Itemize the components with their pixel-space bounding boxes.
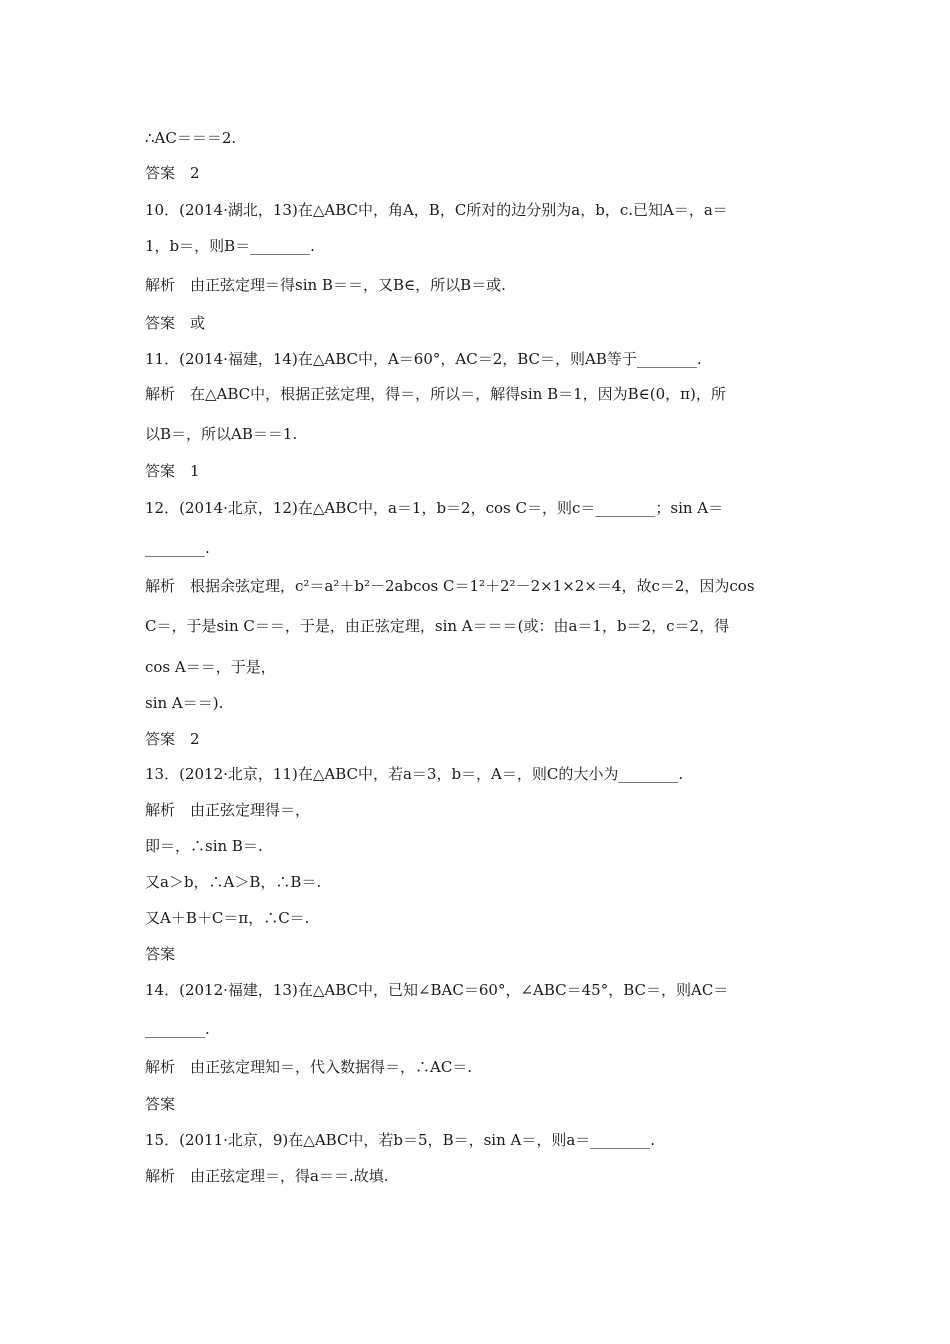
analysis-line: C＝，于是sin C＝＝，于是，由正弦定理，sin A＝＝＝(或：由a＝1，b＝2，c＝2，得: [145, 617, 730, 635]
analysis-line: 解析 由正弦定理＝，得a＝＝.故填.: [145, 1167, 389, 1185]
analysis-line: cos A＝＝，于是，: [145, 658, 276, 676]
analysis-line: 解析 根据余弦定理，c²＝a²＋b²－2abcos C＝1²＋2²－2×1×2×＝4，故c＝2，因为cos: [145, 577, 755, 595]
analysis-line: 又a＞b，∴A＞B，∴B＝.: [145, 873, 322, 891]
answer-line: 答案 或: [145, 314, 206, 332]
analysis-line: 又A＋B＋C＝π，∴C＝.: [145, 909, 310, 927]
analysis-line: 解析 由正弦定理＝得sin B＝＝，又B∈，所以B＝或.: [145, 276, 506, 294]
question-line: 12．(2014·北京，12)在△ABC中，a＝1，b＝2，cos C＝，则c＝________；sin A＝: [145, 499, 724, 517]
answer-line: 答案 2: [145, 164, 200, 182]
question-line: ________.: [145, 539, 210, 557]
question-line: 1，b＝，则B＝________.: [145, 237, 315, 255]
analysis-line: 即＝，∴sin B＝.: [145, 837, 263, 855]
analysis-line: 解析 在△ABC中，根据正弦定理，得＝，所以＝，解得sin B＝1，因为B∈(0，π)，所: [145, 385, 726, 403]
answer-line: 答案: [145, 945, 176, 963]
analysis-line: 以B＝，所以AB＝＝1.: [145, 425, 298, 443]
question-line: 14．(2012·福建，13)在△ABC中，已知∠BAC＝60°，∠ABC＝45°，BC＝，则AC＝: [145, 981, 729, 999]
question-line: 11．(2014·福建，14)在△ABC中，A＝60°，AC＝2，BC＝，则AB等于________.: [145, 350, 702, 368]
analysis-line: 解析 由正弦定理得＝，: [145, 801, 311, 819]
answer-line: 答案: [145, 1095, 176, 1113]
text-line: ∴AC＝＝＝2.: [145, 129, 237, 147]
analysis-line: sin A＝＝).: [145, 694, 224, 712]
question-line: ________.: [145, 1020, 210, 1038]
question-line: 13．(2012·北京，11)在△ABC中，若a＝3，b＝，A＝，则C的大小为________.: [145, 765, 684, 783]
question-line: 15．(2011·北京，9)在△ABC中，若b＝5，B＝，sin A＝，则a＝________.: [145, 1131, 656, 1149]
analysis-line: 解析 由正弦定理知＝，代入数据得＝，∴AC＝.: [145, 1058, 473, 1076]
question-line: 10．(2014·湖北，13)在△ABC中，角A，B，C所对的边分别为a，b，c.已知A＝，a＝: [145, 201, 728, 219]
answer-line: 答案 2: [145, 730, 200, 748]
answer-line: 答案 1: [145, 462, 200, 480]
